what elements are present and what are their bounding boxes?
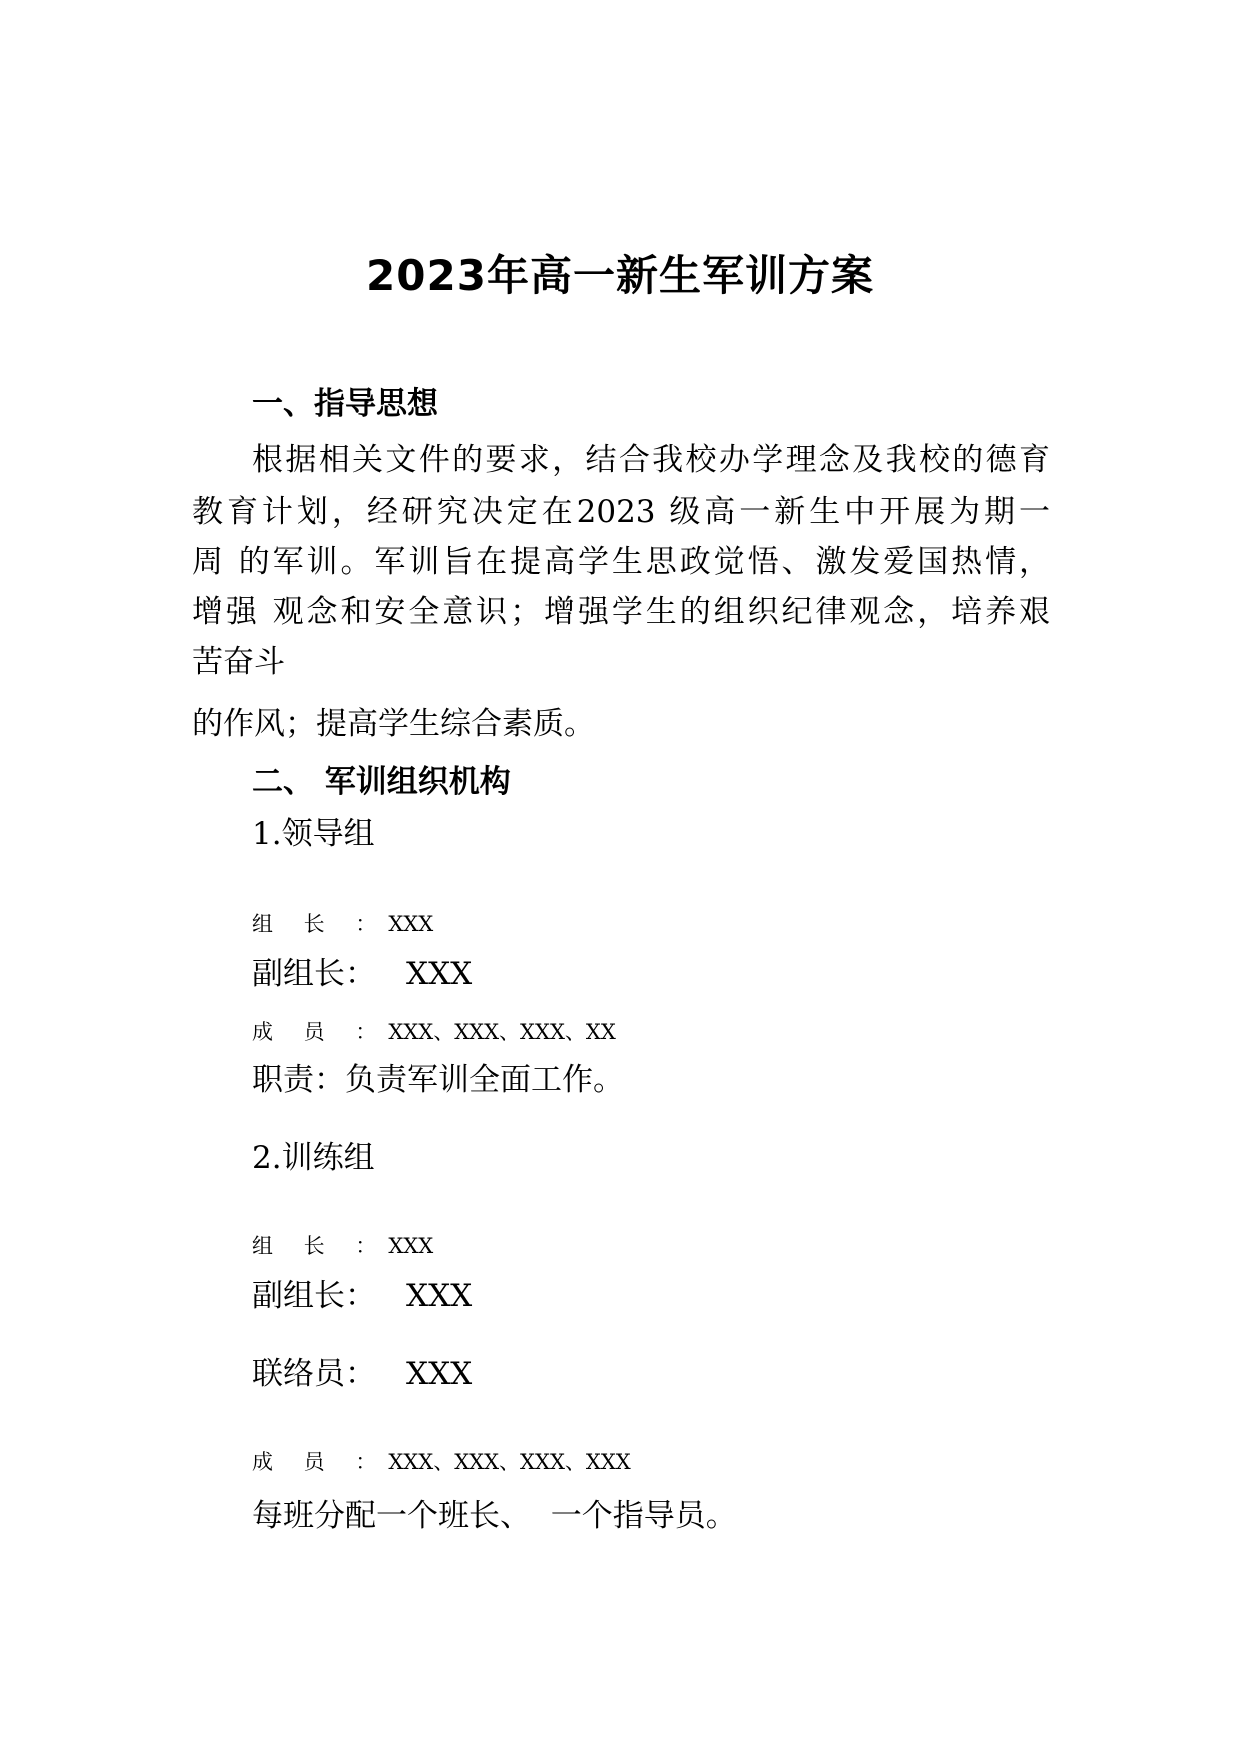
deputy-row <box>252 1276 472 1316</box>
leader-label: 组 长 ： <box>252 1234 389 1258</box>
paragraph-line: 苦奋斗 <box>192 644 285 680</box>
deputy-row <box>252 954 472 994</box>
section-heading-organization: 二、 军训组织机构 <box>252 764 511 800</box>
paragraph-line: 周 的军训。军训旨在提高学生思政觉悟、激发爱国热情， <box>192 544 1050 580</box>
members-label: 成 员 ： <box>252 1450 389 1474</box>
duty-text: 职责：负责军训全面工作。 <box>252 1062 624 1098</box>
deputy-value: XXX <box>406 1278 473 1314</box>
liaison-row <box>252 1354 472 1394</box>
paragraph-line: 的作风；提高学生综合素质。 <box>192 706 595 742</box>
leader-label: 组 长 ： <box>252 912 389 936</box>
leader-row <box>252 910 433 938</box>
paragraph-line: 增强 观念和安全意识；增强学生的组织纪律观念，培养艰 <box>192 594 1050 630</box>
liaison-value: XXX <box>406 1356 473 1392</box>
leader-value: XXX <box>388 1234 434 1258</box>
leader-value: XXX <box>388 912 434 936</box>
class-assignment-note: 每班分配一个班长、 一个指导员。 <box>252 1498 737 1534</box>
deputy-label: 副组长： <box>252 1278 376 1314</box>
deputy-value: XXX <box>406 956 473 992</box>
liaison-label: 联络员： <box>252 1356 376 1392</box>
members-row <box>252 1448 631 1476</box>
subsection-heading-leadership: 1.领导组 <box>252 816 375 852</box>
subsection-heading-training: 2.训练组 <box>252 1140 375 1176</box>
section-heading-guiding-principle: 一、指导思想 <box>252 386 438 422</box>
members-row <box>252 1018 616 1046</box>
deputy-label: 副组长： <box>252 956 376 992</box>
members-value: XXX、XXX、XXX、XXX <box>388 1450 631 1474</box>
members-value: XXX、XXX、XXX、XX <box>388 1020 616 1044</box>
document-title: 2023年高一新生军训方案 <box>366 251 874 300</box>
paragraph-line: 根据相关文件的要求，结合我校办学理念及我校的德育 <box>252 442 1050 478</box>
members-label: 成 员 ： <box>252 1020 389 1044</box>
leader-row <box>252 1232 433 1260</box>
paragraph-line: 教育计划，经研究决定在2023 级高一新生中开展为期一 <box>192 494 1050 530</box>
